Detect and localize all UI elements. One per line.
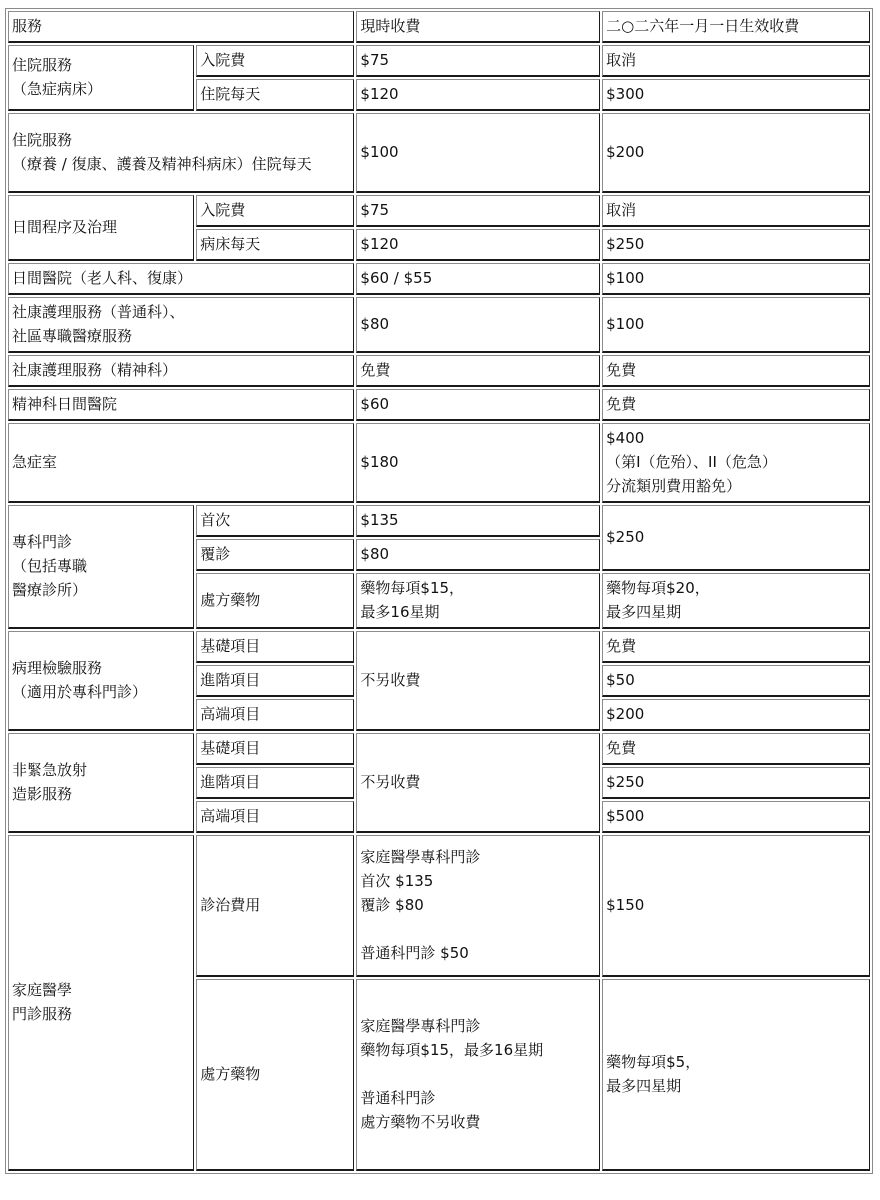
pathology-item-new [602,665,870,697]
header-row [8,11,870,43]
cell-text: 免費 [360,361,391,379]
family-med-consult-line3: 覆診 $80 [360,896,424,914]
family-med-name [8,835,194,1171]
radiology-item-new [602,801,870,833]
header-current [356,11,600,43]
table-row [8,733,870,765]
family-med-drugs-label [196,979,354,1171]
cell-text: 不另收費 [360,671,421,689]
family-med-drugs-new-line1: 藥物每項$5， [606,1053,701,1071]
community-psych-new [602,355,870,387]
header-effective-text: 二○二六年一月一日生效收費 [606,17,800,35]
pathology-name-line2: （適用於專科門診） [12,683,148,701]
ae-new-line2: （第I（危殆）、II（危急） [606,453,777,471]
family-med-drugs-line3: 普通科門診 [360,1089,436,1107]
family-med-consult-new [602,835,870,977]
inpatient-other-current [356,113,600,193]
sopc-drugs-new-line1: 藥物每項$20， [606,579,710,597]
family-med-consult-line1: 家庭醫學專科門診 [360,848,481,866]
header-service-text: 服務 [12,17,43,35]
family-med-drugs-new [602,979,870,1171]
day-procedure-daily-new [602,229,870,261]
table-row [8,505,870,537]
community-nursing-name-line2: 社區專職醫療服務 [12,327,133,345]
cell-text: $100 [606,269,645,287]
cell-text: 精神科日間醫院 [12,395,118,413]
cell-text: 入院費 [200,201,246,219]
sopc-followup-label [196,539,354,571]
cell-text: $500 [606,807,645,825]
cell-text: $200 [606,705,645,723]
cell-text: $300 [606,85,645,103]
cell-text: 急症室 [12,453,58,471]
cell-text: $100 [606,315,645,333]
radiology-name-line2: 造影服務 [12,785,73,803]
inpatient-acute-admission-current [356,45,600,77]
radiology-item-label [196,767,354,799]
ae-name [8,423,354,503]
sopc-name-line1: 專科門診 [12,533,73,551]
pathology-item-label [196,631,354,663]
cell-text: 免費 [606,739,637,757]
ae-new [602,423,870,503]
header-service [8,11,354,43]
cell-text: 免費 [606,361,637,379]
cell-text: 免費 [606,395,637,413]
table-row [8,423,870,503]
cell-text: 日間醫院（老人科、復康） [12,269,193,287]
table-row [8,263,870,295]
cell-text: 處方藥物 [200,1065,261,1083]
cell-text: 取消 [606,51,637,69]
sopc-first-current [356,505,600,537]
cell-text: 基礎項目 [200,739,261,757]
table-row [8,45,870,77]
cell-text: $80 [360,545,390,563]
sopc-name [8,505,194,629]
cell-text: $150 [606,896,645,914]
inpatient-acute-daily-current [356,79,600,111]
day-procedure-daily-current [356,229,600,261]
pathology-item-label [196,699,354,731]
cell-text: 進階項目 [200,671,261,689]
sopc-drugs-current [356,573,600,629]
day-procedure-daily-label [196,229,354,261]
cell-text: 社康護理服務（精神科） [12,361,178,379]
day-hospital-name [8,263,354,295]
sopc-drugs-new-line2: 最多四星期 [606,603,682,621]
inpatient-other-name-line2: （療養 / 復康、護養及精神科病床）住院每天 [12,155,312,173]
community-nursing-name-line1: 社康護理服務（普通科）、 [12,303,185,321]
cell-text: 診治費用 [200,896,261,914]
sopc-followup-current [356,539,600,571]
community-nursing-new [602,297,870,353]
cell-text: 處方藥物 [200,591,261,609]
inpatient-acute-name-line2: （急症病床） [12,80,103,98]
cell-text: $200 [606,143,645,161]
cell-text: 高端項目 [200,807,261,825]
radiology-current [356,733,600,833]
family-med-drugs-line4: 處方藥物不另收費 [360,1113,481,1131]
spacer [360,917,596,941]
sopc-first-label [196,505,354,537]
fee-table [5,8,873,1174]
family-med-drugs-line1: 家庭醫學專科門診 [360,1017,481,1035]
family-med-name-line1: 家庭醫學 [12,981,73,999]
family-med-consult-current [356,835,600,977]
inpatient-other-new [602,113,870,193]
inpatient-other-name-line1: 住院服務 [12,131,73,149]
table-row [8,355,870,387]
inpatient-other-name [8,113,354,193]
cell-text: $75 [360,51,390,69]
psych-day-new [602,389,870,421]
community-psych-current [356,355,600,387]
sopc-drugs-current-line1: 藥物每項$15， [360,579,465,597]
day-procedure-admission-current [356,195,600,227]
table-row [8,835,870,977]
cell-text: 覆診 [200,545,231,563]
header-current-text: 現時收費 [360,17,421,35]
cell-text: $60 / $55 [360,269,433,287]
radiology-item-new [602,733,870,765]
cell-text: 基礎項目 [200,637,261,655]
cell-text: $100 [360,143,399,161]
pathology-current [356,631,600,731]
ae-new-line1: $400 [606,429,645,447]
family-med-consult-line4: 普通科門診 $50 [360,944,469,962]
table-row [8,195,870,227]
community-nursing-current [356,297,600,353]
sopc-drugs-new [602,573,870,629]
inpatient-acute-name [8,45,194,111]
cell-text: 進階項目 [200,773,261,791]
cell-text: 高端項目 [200,705,261,723]
cell-text: 免費 [606,637,637,655]
inpatient-acute-admission-label [196,45,354,77]
family-med-drugs-new-line2: 最多四星期 [606,1077,682,1095]
day-hospital-current [356,263,600,295]
family-med-drugs-line2: 藥物每項$15，最多16星期 [360,1041,544,1059]
cell-text: $250 [606,235,645,253]
community-psych-name [8,355,354,387]
cell-text: $75 [360,201,390,219]
day-procedure-name [8,195,194,261]
cell-text: 首次 [200,511,231,529]
family-med-drugs-current [356,979,600,1171]
cell-text: $135 [360,511,399,529]
sopc-drugs-current-line2: 最多16星期 [360,603,440,621]
psych-day-current [356,389,600,421]
day-hospital-new [602,263,870,295]
radiology-name [8,733,194,833]
day-procedure-admission-label [196,195,354,227]
ae-new-line3: 分流類別費用豁免） [606,477,742,495]
radiology-name-line1: 非緊急放射 [12,761,88,779]
table-row [8,631,870,663]
cell-text: $250 [606,773,645,791]
pathology-name [8,631,194,731]
cell-text: 病床每天 [200,235,261,253]
inpatient-acute-daily-new [602,79,870,111]
pathology-item-new [602,631,870,663]
header-effective [602,11,870,43]
pathology-item-new [602,699,870,731]
pathology-item-label [196,665,354,697]
table-row [8,389,870,421]
table-row [8,113,870,193]
community-nursing-name [8,297,354,353]
psych-day-name [8,389,354,421]
sopc-drugs-label [196,573,354,629]
cell-text: 住院每天 [200,85,261,103]
family-med-consult-label [196,835,354,977]
sopc-name-line3: 醫療診所） [12,581,88,599]
cell-text: $80 [360,315,390,333]
cell-text: 入院費 [200,51,246,69]
cell-text: $50 [606,671,635,689]
table-row [8,297,870,353]
spacer [360,1062,596,1086]
family-med-name-line2: 門診服務 [12,1005,73,1023]
cell-text: 不另收費 [360,773,421,791]
cell-text: 取消 [606,201,637,219]
day-procedure-admission-new [602,195,870,227]
cell-text: $180 [360,453,399,471]
pathology-name-line1: 病理檢驗服務 [12,659,103,677]
cell-text: $120 [360,235,399,253]
cell-text: $60 [360,395,390,413]
cell-text: 日間程序及治理 [12,218,118,236]
radiology-item-label [196,801,354,833]
ae-current [356,423,600,503]
cell-text: $250 [606,528,645,546]
table-wrapper [5,8,873,1174]
sopc-name-line2: （包括專職 [12,557,88,575]
inpatient-acute-name-line1: 住院服務 [12,56,73,74]
cell-text: $120 [360,85,399,103]
radiology-item-label [196,733,354,765]
radiology-item-new [602,767,870,799]
family-med-consult-line2: 首次 $135 [360,872,434,890]
inpatient-acute-admission-new [602,45,870,77]
inpatient-acute-daily-label [196,79,354,111]
sopc-consult-new [602,505,870,571]
